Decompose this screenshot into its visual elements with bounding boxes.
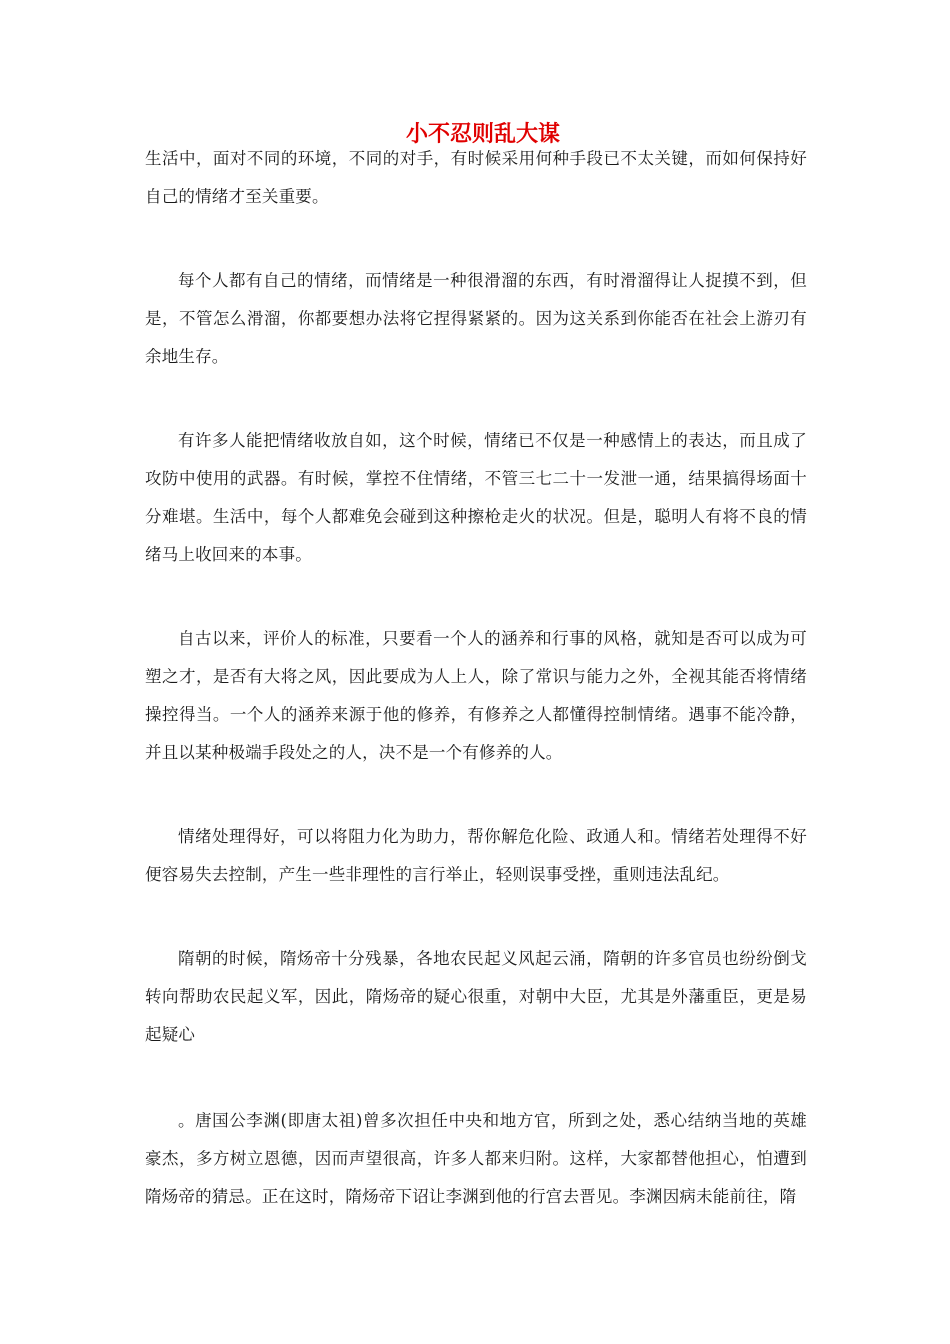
paragraph-2: 每个人都有自己的情绪，而情绪是一种很滑溜的东西，有时滑溜得让人捉摸不到，但是，不管怎么滑溜，你都要想办法将它捏得紧紧的。因为这关系到你能否在社会上游刃有余地生存。 <box>145 271 807 366</box>
paragraph-7: 。唐国公李渊(即唐太祖)曾多次担任中央和地方官，所到之处，悉心结纳当地的英雄豪杰，多方树立恩德，因而声望很高，许多人都来归附。这样，大家都替他担心，怕遭到隋炀帝的猜忌。正在这时，隋炀帝下诏让李渊到他的行宫去晋见。李渊因病未能前往，隋 <box>145 1111 807 1206</box>
paragraph-6: 隋朝的时候，隋炀帝十分残暴，各地农民起义风起云涌，隋朝的许多官员也纷纷倒戈转向帮助农民起义军，因此，隋炀帝的疑心很重，对朝中大臣，尤其是外藩重臣，更是易起疑心 <box>145 949 807 1044</box>
document-title: 小不忍则乱大谋 <box>405 121 560 147</box>
document-page <box>145 118 807 1216</box>
paragraph-4: 自古以来，评价人的标准，只要看一个人的涵养和行事的风格，就知是否可以成为可塑之才，是否有大将之风，因此要成为人上人，除了常识与能力之外，全视其能否将情绪操控得当。一个人的涵养来源于他的修养，有修养之人都懂得控制情绪。遇事不能冷静，并且以某种极端手段处之的人，决不是一个有修养的人。 <box>145 629 807 762</box>
paragraph-5: 情绪处理得好，可以将阻力化为助力，帮你解危化险、政通人和。情绪若处理得不好便容易失去控制，产生一些非理性的言行举止，轻则误事受挫，重则违法乱纪。 <box>145 827 807 884</box>
paragraph-1: 生活中，面对不同的环境，不同的对手，有时候采用何种手段已不太关键，而如何保持好自己的情绪才至关重要。 <box>145 149 807 206</box>
paragraph-3: 有许多人能把情绪收放自如，这个时候，情绪已不仅是一种感情上的表达，而且成了攻防中使用的武器。有时候，掌控不住情绪，不管三七二十一发泄一通，结果搞得场面十分难堪。生活中，每个人都难免会碰到这种擦枪走火的状况。但是，聪明人有将不良的情绪马上收回来的本事。 <box>145 431 807 564</box>
